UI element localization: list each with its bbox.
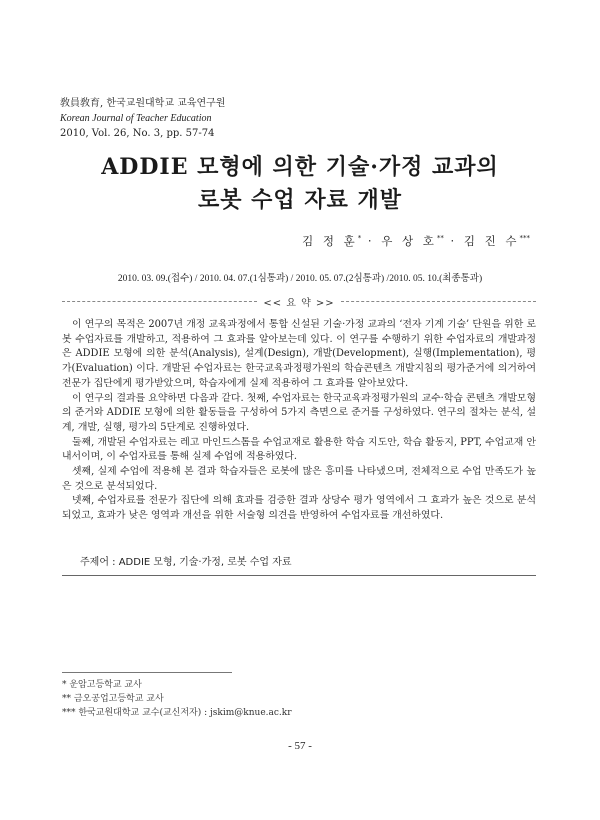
journal-info: [60, 96, 225, 141]
author-2: 우 상 호: [381, 234, 437, 248]
summary-divider-left: [62, 301, 257, 302]
footnotes: [62, 678, 292, 720]
author-separator: ·: [443, 234, 464, 248]
author-2-mark: **: [436, 234, 444, 243]
abstract-paragraph: 셋째, 실제 수업에 적용해 본 결과 학습자들은 로봇에 많은 흥미를 나타냈으며, 전체적으로 수업 만족도가 높은 것으로 분석되었다.: [62, 466, 536, 492]
author-1-mark: *: [357, 234, 362, 243]
journal-english: Korean Journal of Teacher Education: [60, 113, 212, 124]
summary-header: [62, 294, 536, 309]
author-3-mark: ***: [519, 234, 530, 243]
footnote-rule: [62, 672, 232, 673]
paper-title-line-1: ADDIE 모형에 의한 기술·가정 교과의: [101, 154, 499, 180]
abstract-paragraph: 둘째, 개발된 수업자료는 레고 마인드스톰을 수업교재로 활용한 학습 지도안, 학습 활동지, PPT, 수업교재 안내서이며, 이 수업자료를 통해 실제 수업에 적용하였다.: [62, 436, 536, 463]
author-3: 김 진 수: [463, 234, 520, 248]
journal-volume: 2010, Vol. 26, No. 3, pp. 57-74: [60, 128, 215, 139]
abstract-paragraph: 이 연구의 목적은 2007년 개정 교육과정에서 통합 신설된 기술·가정 교과의 ‘전자 기계 기술’ 단원을 위한 로봇 수업자료를 개발하고, 적용하여 그 효과를 알아보는데 있다. 이 연구를 수행하기 위한 수업자료의 개발과정은 ADDIE 모형에 의한 분석(Analysis), 설계(Design), 개발(Development), 실행(Implementation), 평가(Evaluation) 이다. 개발된 수업자료는 한국교육과정평가원의 학습콘텐츠 개발지침의 평가준거에 의거하여 전문가 집단에게 평가받았으며, 학습자에게 실제 적용하여 그 효과를 알아보았다.: [62, 319, 536, 389]
abstract-paragraph: 이 연구의 결과를 요약하면 다음과 같다. 첫째, 수업자료는 한국교육과정평가원의 교수·학습 콘텐츠 개발모형의 준거와 ADDIE 모형에 의한 활동들을 구성하여 5가지 측면으로 준거를 구성하였다. 연구의 절차는 분석, 설계, 개발, 실행, 평가의 5단계로 진행하였다.: [62, 392, 536, 433]
abstract-paragraph: 넷째, 수업자료를 전문가 집단에 의해 효과를 검증한 결과 상당수 평가 영역에서 그 효과가 높은 것으로 분석되었고, 효과가 낮은 영역과 개선을 위한 서술형 의견을 반영하여 수업자료를 개선하였다.: [62, 495, 536, 522]
journal-korean: 敎員敎育, 한국교원대학교 교육연구원: [60, 98, 226, 109]
footnote-2: ** 금오공업고등학교 교사: [62, 694, 164, 704]
footnote-1: * 운암고등학교 교사: [62, 680, 142, 690]
footnote-3: *** 한국교원대학교 교수(교신저자) : jskim@knue.ac.kr: [62, 708, 292, 718]
summary-divider-right: [341, 301, 536, 302]
abstract-body: [62, 318, 536, 524]
summary-label: << 요 약 >>: [263, 298, 335, 309]
paper-title-line-2: 로봇 수업 자료 개발: [198, 187, 402, 213]
author-1: 김 정 훈: [302, 234, 358, 248]
author-separator: ·: [361, 234, 382, 248]
abstract-bottom-rule: [62, 575, 536, 576]
keywords: 주제어 : ADDIE 모형, 기술·가정, 로봇 수업 자료: [80, 557, 292, 568]
review-dates: 2010. 03. 09.(접수) / 2010. 04. 07.(1심통과) / 2010. 05. 07.(2심통과) /2010. 05. 10.(최종통과): [117, 274, 483, 284]
page-number: - 57 -: [288, 740, 312, 752]
author-list: [302, 233, 530, 249]
